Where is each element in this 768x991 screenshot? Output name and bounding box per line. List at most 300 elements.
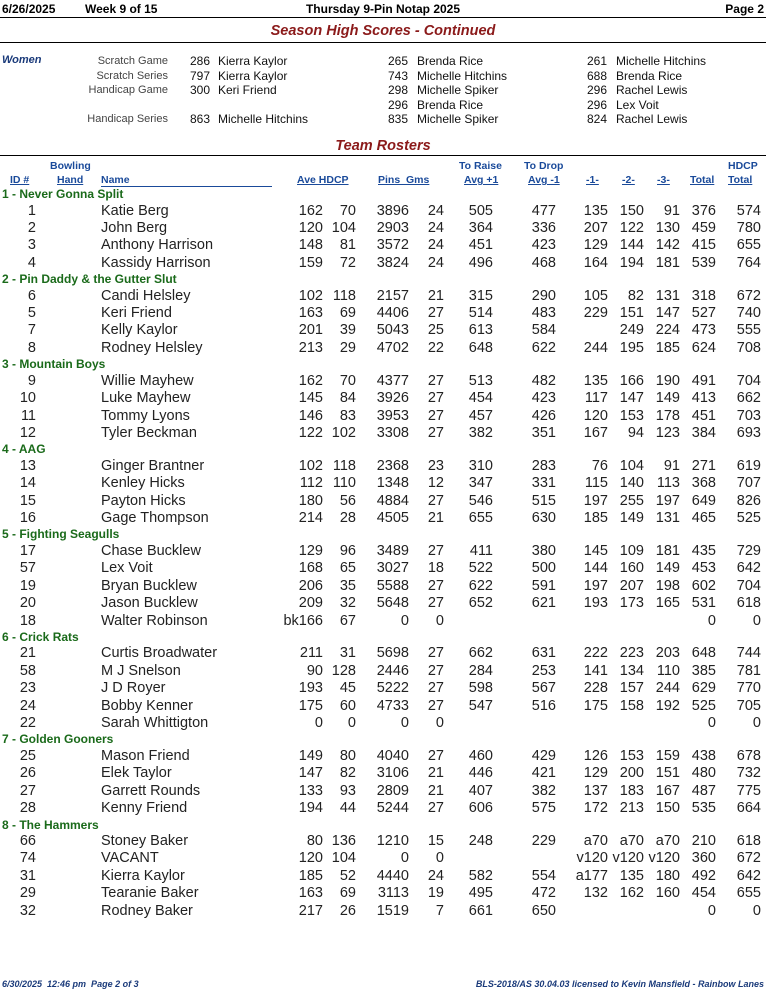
- scratch-total: 535: [691, 800, 716, 817]
- game-2-score: 200: [619, 765, 644, 782]
- player-games: 22: [427, 339, 444, 356]
- player-average: 213: [298, 339, 323, 356]
- player-games: 27: [427, 645, 444, 662]
- player-pins: 3572: [376, 237, 409, 254]
- player-average: 133: [298, 782, 323, 799]
- player-average: 159: [298, 254, 323, 271]
- game-2-score: 82: [627, 287, 644, 304]
- scratch-total: 385: [691, 662, 716, 679]
- to-drop-avg: 253: [531, 662, 556, 679]
- high-score-value: 863: [189, 112, 210, 126]
- player-row: [0, 783, 766, 800]
- player-row: [0, 425, 766, 442]
- player-handicap: 29: [339, 339, 356, 356]
- high-scores-group-label: Women: [2, 54, 42, 66]
- game-2-score: 223: [619, 645, 644, 662]
- player-handicap: 32: [339, 595, 356, 612]
- to-drop-avg: 500: [531, 560, 556, 577]
- to-drop-avg: 468: [531, 254, 556, 271]
- player-games: 27: [427, 595, 444, 612]
- player-average: 90: [306, 662, 323, 679]
- game-3-score: 149: [655, 390, 680, 407]
- to-drop-avg: 477: [531, 202, 556, 219]
- high-score-name: Michelle Spiker: [417, 83, 499, 97]
- scratch-total: 318: [691, 287, 716, 304]
- game-3-score: 123: [655, 424, 680, 441]
- player-id: 3: [27, 237, 36, 254]
- player-id: 57: [19, 560, 36, 577]
- to-drop-avg: 584: [531, 322, 556, 339]
- player-average: 162: [298, 202, 323, 219]
- player-handicap: 80: [339, 747, 356, 764]
- player-row: [0, 255, 766, 272]
- player-id: 32: [19, 902, 36, 919]
- col-ave-hdcp: Ave HDCP: [297, 174, 349, 186]
- game-2-score: 144: [619, 237, 644, 254]
- player-row: [0, 322, 766, 339]
- player-average: 217: [298, 902, 323, 919]
- high-score-name: Brenda Rice: [417, 54, 484, 68]
- player-row: [0, 613, 766, 630]
- scratch-total: 384: [691, 424, 716, 441]
- player-games: 19: [427, 885, 444, 902]
- scratch-total: 360: [691, 850, 716, 867]
- to-drop-avg: 421: [531, 765, 556, 782]
- game-3-score: v120: [648, 850, 680, 867]
- high-score-value: 296: [387, 97, 408, 112]
- player-handicap: 82: [339, 765, 356, 782]
- player-row: [0, 475, 766, 492]
- to-raise-avg: 315: [468, 287, 493, 304]
- player-games: 24: [427, 237, 444, 254]
- to-raise-avg: 364: [468, 219, 493, 236]
- handicap-total: 705: [736, 697, 761, 714]
- player-pins: 3489: [376, 542, 409, 559]
- to-drop-avg: 631: [531, 645, 556, 662]
- player-average: 0: [314, 715, 323, 731]
- player-pins: 3113: [377, 885, 409, 902]
- to-drop-avg: 621: [531, 595, 556, 612]
- high-scores-title: Season High Scores - Continued: [270, 23, 496, 39]
- player-games: 27: [427, 372, 444, 389]
- player-handicap: 44: [339, 800, 356, 817]
- game-1-score: 137: [583, 782, 608, 799]
- player-handicap: 136: [331, 833, 356, 849]
- player-games: 21: [427, 287, 444, 304]
- player-name: Sarah Whittigton: [101, 715, 209, 731]
- player-handicap: 128: [331, 662, 356, 679]
- col-total: Total: [690, 174, 715, 186]
- player-name: Tyler Beckman: [101, 424, 197, 441]
- player-handicap: 28: [339, 510, 356, 526]
- player-pins: 2446: [376, 662, 409, 679]
- game-2-score: a70: [619, 833, 644, 849]
- player-average: 102: [298, 457, 323, 474]
- player-row: [0, 748, 766, 765]
- player-name: Elek Taylor: [101, 765, 172, 782]
- high-score-category: Scratch Series: [96, 69, 168, 82]
- report-date: 6/26/2025: [2, 2, 56, 16]
- to-drop-avg: 380: [531, 542, 556, 559]
- game-2-score: v120: [612, 850, 644, 867]
- high-score-name: Keri Friend: [218, 83, 277, 97]
- player-row: [0, 645, 766, 662]
- game-3-score: 165: [655, 595, 680, 612]
- player-name: Bryan Bucklew: [101, 577, 197, 594]
- handicap-total: 732: [736, 765, 761, 782]
- player-id: 9: [27, 372, 36, 389]
- player-name: Curtis Broadwater: [101, 645, 218, 662]
- player-row: [0, 715, 766, 732]
- handicap-total: 704: [736, 577, 761, 594]
- player-row: [0, 408, 766, 425]
- high-score-name: Michelle Hitchins: [417, 68, 508, 83]
- to-raise-avg: 407: [468, 782, 493, 799]
- col-avg-minus-1: Avg -1: [528, 174, 560, 186]
- player-games: 24: [427, 867, 444, 884]
- game-1-score: 144: [583, 560, 608, 577]
- col-hdcp: HDCP: [728, 160, 758, 172]
- player-average: 163: [298, 305, 323, 321]
- to-raise-avg: 347: [468, 475, 493, 492]
- scratch-total: 0: [707, 902, 716, 919]
- player-average: 193: [298, 680, 323, 697]
- to-raise-avg: 662: [468, 645, 493, 662]
- team-name: 3 - Mountain Boys: [2, 357, 106, 372]
- to-drop-avg: 630: [531, 510, 556, 526]
- handicap-total: 707: [736, 475, 761, 492]
- player-games: 21: [427, 510, 444, 526]
- game-1-score: 207: [583, 219, 608, 236]
- scratch-total: 473: [691, 322, 716, 339]
- player-average: 175: [298, 697, 323, 714]
- col-hdcp-total: Total: [728, 174, 753, 186]
- handicap-total: 0: [752, 902, 761, 919]
- player-name: Kierra Kaylor: [101, 867, 185, 884]
- player-pins: 3896: [376, 202, 409, 219]
- game-1-score: 126: [583, 747, 608, 764]
- player-id: 28: [19, 800, 36, 817]
- player-id: 14: [19, 475, 36, 492]
- high-score-value: 286: [189, 54, 210, 68]
- player-row: [0, 458, 766, 475]
- game-3-score: 130: [655, 219, 680, 236]
- player-pins: 3308: [376, 424, 409, 441]
- to-raise-avg: 451: [468, 237, 493, 254]
- player-pins: 4733: [376, 697, 409, 714]
- player-average: 209: [298, 595, 323, 612]
- handicap-total: 703: [736, 407, 761, 424]
- player-games: 18: [427, 560, 444, 577]
- game-1-score: 197: [583, 577, 608, 594]
- player-games: 27: [427, 697, 444, 714]
- col-bowling: Bowling: [50, 160, 91, 172]
- scratch-total: 438: [691, 747, 716, 764]
- player-handicap: 67: [339, 612, 356, 629]
- player-row: [0, 237, 766, 254]
- player-pins: 1348: [376, 475, 409, 492]
- player-handicap: 70: [339, 372, 356, 389]
- scratch-total: 413: [691, 390, 716, 407]
- game-3-score: 150: [655, 800, 680, 817]
- player-name: Garrett Rounds: [101, 782, 201, 799]
- player-name: John Berg: [101, 219, 168, 236]
- game-2-score: 151: [619, 305, 644, 321]
- player-name: Ginger Brantner: [101, 457, 205, 474]
- player-pins: 4884: [376, 492, 409, 509]
- game-3-score: 147: [655, 305, 680, 321]
- game-1-score: 197: [583, 492, 608, 509]
- player-name: Tommy Lyons: [101, 407, 190, 424]
- handicap-total: 574: [736, 202, 761, 219]
- game-2-score: 195: [619, 339, 644, 356]
- high-score-value: 300: [189, 83, 210, 97]
- player-id: 16: [19, 510, 36, 526]
- player-name: Rodney Helsley: [101, 339, 203, 356]
- player-handicap: 104: [331, 219, 356, 236]
- game-3-score: 185: [655, 339, 680, 356]
- high-score-value: 835: [387, 112, 408, 126]
- game-2-score: 94: [627, 424, 644, 441]
- player-id: 27: [19, 782, 36, 799]
- player-average: 120: [298, 850, 323, 867]
- player-games: 7: [435, 902, 444, 919]
- player-average: 112: [299, 475, 323, 492]
- player-handicap: 83: [339, 407, 356, 424]
- col-to-raise: To Raise: [459, 160, 502, 172]
- player-average: 168: [298, 560, 323, 577]
- player-row: [0, 903, 766, 920]
- player-average: 129: [298, 542, 323, 559]
- game-1-score: 229: [583, 305, 608, 321]
- col-name: Name: [101, 174, 130, 186]
- player-handicap: 0: [347, 715, 356, 731]
- player-id: 7: [27, 322, 36, 339]
- player-id: 13: [19, 457, 36, 474]
- team-name: 5 - Fighting Seagulls: [2, 527, 120, 542]
- handicap-total: 781: [736, 662, 761, 679]
- header-rule: [0, 17, 766, 18]
- game-1-score: 135: [583, 202, 608, 219]
- game-2-score: 109: [619, 542, 644, 559]
- player-name: Luke Mayhew: [101, 390, 191, 407]
- to-raise-avg: 457: [468, 407, 493, 424]
- player-games: 0: [435, 850, 444, 867]
- scratch-total: 525: [691, 697, 716, 714]
- to-raise-avg: 622: [468, 577, 493, 594]
- scratch-total: 415: [691, 237, 716, 254]
- player-pins: 4440: [376, 867, 409, 884]
- player-pins: 3106: [376, 765, 409, 782]
- to-raise-avg: 460: [468, 747, 493, 764]
- game-2-score: 158: [619, 697, 644, 714]
- to-raise-avg: 310: [468, 457, 493, 474]
- player-handicap: 35: [339, 577, 356, 594]
- scratch-total: 480: [691, 765, 716, 782]
- to-raise-avg: 547: [468, 697, 493, 714]
- game-1-score: 175: [583, 697, 608, 714]
- player-row: [0, 800, 766, 817]
- to-drop-avg: 575: [531, 800, 556, 817]
- player-row: [0, 340, 766, 357]
- to-raise-avg: 546: [468, 492, 493, 509]
- game-2-score: 255: [619, 492, 644, 509]
- game-1-score: 120: [583, 407, 608, 424]
- team-name: 4 - AAG: [2, 442, 46, 457]
- game-1-score: 167: [583, 424, 608, 441]
- scratch-total: 624: [691, 339, 716, 356]
- player-games: 27: [427, 424, 444, 441]
- game-1-score: 117: [584, 390, 608, 407]
- col-pins-gms: Pins Gms: [378, 174, 430, 186]
- game-2-score: 122: [619, 219, 644, 236]
- game-1-score: 222: [583, 645, 608, 662]
- to-drop-avg: 331: [531, 475, 556, 492]
- player-games: 12: [427, 475, 444, 492]
- col-hand: Hand: [57, 174, 84, 186]
- player-row: [0, 510, 766, 527]
- scratch-total: 629: [691, 680, 716, 697]
- high-score-category: Handicap Series: [87, 113, 168, 125]
- player-average: 162: [298, 372, 323, 389]
- handicap-total: 555: [736, 322, 761, 339]
- player-id: 17: [19, 542, 36, 559]
- game-3-score: 197: [655, 492, 680, 509]
- to-raise-avg: 598: [468, 680, 493, 697]
- player-row: [0, 663, 766, 680]
- high-score-value: 824: [586, 112, 607, 126]
- handicap-total: 704: [736, 372, 761, 389]
- handicap-total: 618: [736, 595, 761, 612]
- player-pins: 3027: [376, 560, 409, 577]
- col-game-3: -3-: [657, 174, 670, 186]
- player-games: 23: [427, 457, 444, 474]
- player-id: 58: [19, 662, 36, 679]
- high-score-value: 296: [586, 83, 607, 97]
- player-pins: 0: [400, 850, 409, 867]
- player-handicap: 118: [332, 287, 356, 304]
- player-average: 214: [298, 510, 323, 526]
- to-drop-avg: 516: [531, 697, 556, 714]
- player-id: 74: [19, 850, 36, 867]
- to-raise-avg: 382: [468, 424, 493, 441]
- player-handicap: 118: [332, 457, 356, 474]
- player-name: Walter Robinson: [101, 612, 208, 629]
- player-pins: 3824: [376, 254, 409, 271]
- team-name: 8 - The Hammers: [2, 817, 99, 832]
- player-row: [0, 220, 766, 237]
- player-games: 27: [427, 577, 444, 594]
- player-id: 25: [19, 747, 36, 764]
- player-name: Candi Helsley: [101, 287, 191, 304]
- game-3-score: 131: [655, 287, 680, 304]
- game-2-score: 162: [619, 885, 644, 902]
- game-1-score: 145: [583, 542, 608, 559]
- scratch-total: 459: [691, 219, 716, 236]
- to-drop-avg: 229: [531, 833, 556, 849]
- player-row: [0, 850, 766, 867]
- to-drop-avg: 515: [531, 492, 556, 509]
- scratch-total: 368: [691, 475, 716, 492]
- player-name: Bobby Kenner: [101, 697, 193, 714]
- to-raise-avg: 606: [468, 800, 493, 817]
- page-number: Page 2: [725, 2, 764, 16]
- player-row: [0, 765, 766, 782]
- handicap-total: 744: [736, 645, 761, 662]
- player-pins: 4040: [376, 747, 409, 764]
- game-2-score: 213: [619, 800, 644, 817]
- scratch-total: 531: [691, 595, 716, 612]
- player-handicap: 39: [339, 322, 356, 339]
- game-1-score: 185: [583, 510, 608, 526]
- player-pins: 2157: [376, 287, 409, 304]
- game-2-score: 153: [619, 747, 644, 764]
- scratch-total: 376: [691, 202, 716, 219]
- game-2-score: 149: [619, 510, 644, 526]
- high-score-name: Brenda Rice: [616, 68, 683, 83]
- game-3-score: 160: [655, 885, 680, 902]
- high-score-name: Michelle Hitchins: [218, 112, 309, 126]
- high-score-name: Kierra Kaylor: [218, 54, 288, 68]
- handicap-total: 678: [736, 747, 761, 764]
- to-raise-avg: 411: [469, 542, 493, 559]
- player-pins: 5648: [376, 595, 409, 612]
- game-1-score: 135: [583, 372, 608, 389]
- to-raise-avg: 513: [468, 372, 493, 389]
- high-score-value: 265: [387, 54, 408, 68]
- game-3-score: 224: [655, 322, 680, 339]
- player-average: 149: [298, 747, 323, 764]
- player-id: 31: [19, 867, 36, 884]
- game-1-score: 193: [583, 595, 608, 612]
- game-3-score: 91: [663, 202, 680, 219]
- player-pins: 5588: [376, 577, 409, 594]
- player-handicap: 96: [339, 542, 356, 559]
- player-name: Kassidy Harrison: [101, 254, 211, 271]
- to-drop-avg: 283: [531, 457, 556, 474]
- high-score-value: 261: [586, 54, 607, 68]
- player-pins: 4505: [376, 510, 409, 526]
- game-3-score: 181: [655, 254, 680, 271]
- to-raise-avg: 248: [468, 833, 493, 849]
- handicap-total: 642: [736, 867, 761, 884]
- player-name: M J Snelson: [101, 662, 181, 679]
- player-id: 2: [27, 219, 36, 236]
- to-raise-avg: 495: [468, 885, 493, 902]
- game-2-score: 150: [619, 202, 644, 219]
- game-1-score: 115: [584, 475, 608, 492]
- player-row: [0, 868, 766, 885]
- player-name: Mason Friend: [101, 747, 190, 764]
- game-2-score: 194: [619, 254, 644, 271]
- player-name: Payton Hicks: [101, 492, 186, 509]
- player-games: 27: [427, 662, 444, 679]
- player-pins: 3926: [376, 390, 409, 407]
- high-score-category: Handicap Game: [88, 84, 168, 96]
- handicap-total: 0: [752, 612, 761, 629]
- scratch-total: 648: [691, 645, 716, 662]
- to-raise-avg: 454: [468, 390, 493, 407]
- player-name: Katie Berg: [101, 202, 169, 219]
- to-raise-avg: 505: [468, 202, 493, 219]
- col-game-1: -1-: [586, 174, 599, 186]
- player-id: 10: [19, 390, 36, 407]
- game-1-score: 76: [591, 457, 608, 474]
- player-handicap: 60: [339, 697, 356, 714]
- scratch-total: 210: [691, 833, 716, 849]
- name-underline: [101, 186, 272, 187]
- team-name: 2 - Pin Daddy & the Gutter Slut: [2, 272, 177, 287]
